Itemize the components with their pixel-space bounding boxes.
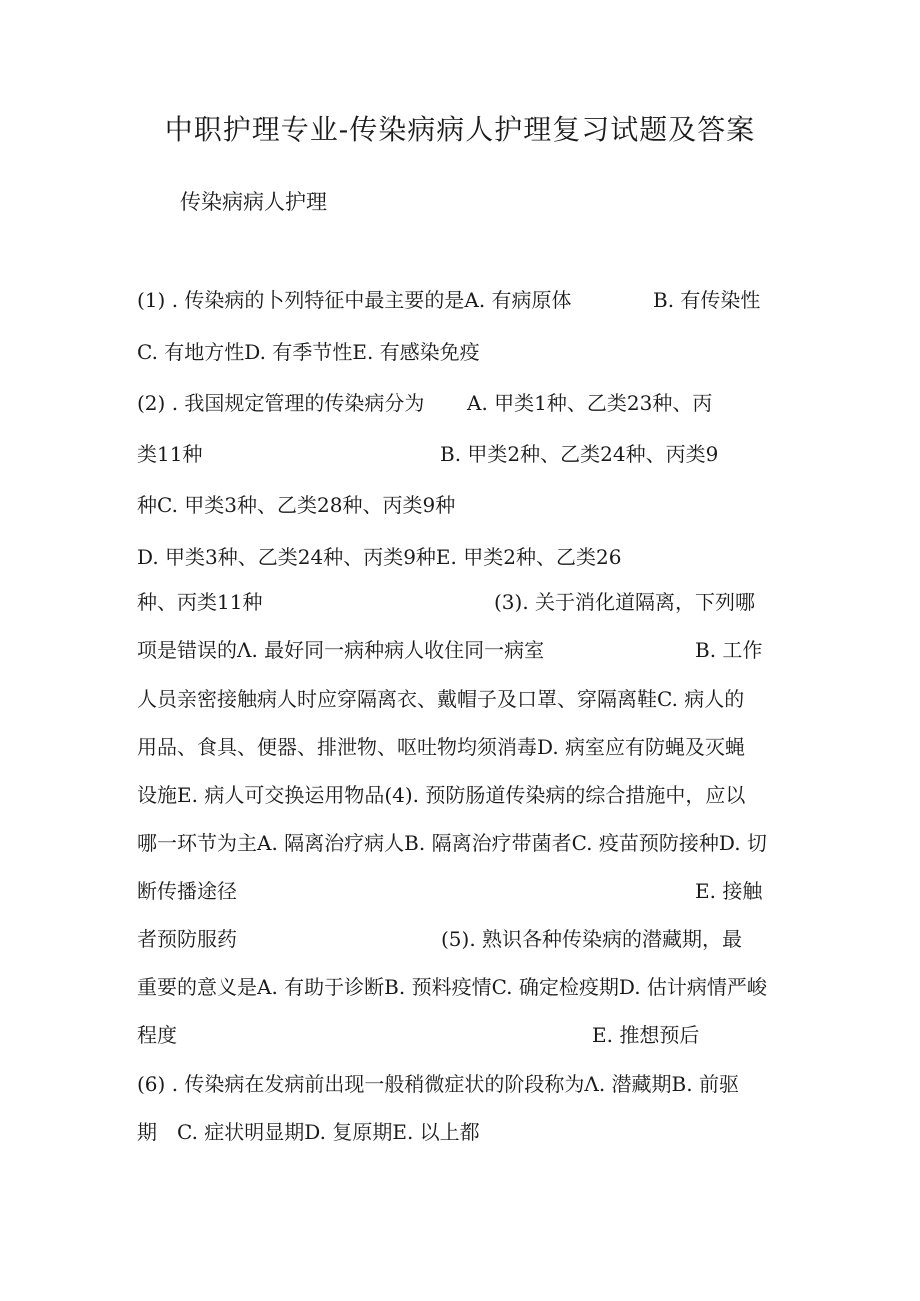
line-segment: B. 有传染性 [653,288,761,312]
text-line [137,969,797,1005]
line-segment: E. 接触 [695,879,763,903]
text-line [137,487,797,523]
line-segment: 类11种 [137,442,203,466]
line-segment: 重要的意义是A. 有助于诊断B. 预料疫情C. 确定检疫期D. 估计病情严峻 [137,975,767,999]
line-segment: C. 有地方性D. 有季节性E. 有感染免疫 [137,340,480,364]
line-segment: 人员亲密接触病人时应穿隔离衣、戴帽子及口罩、穿隔离鞋C. 病人的 [137,687,745,711]
text-line [137,921,797,957]
text-line [137,282,797,318]
line-segment: D. 甲类3种、乙类24种、丙类9种E. 甲类2种、乙类26 [137,545,622,569]
text-line [137,729,797,765]
line-segment: (3). 关于消化道隔离，下列哪 [494,590,756,614]
section-heading: 传染病病人护理 [180,190,327,214]
line-segment: A. 甲类1种、乙类23种、丙 [467,391,713,415]
text-line [137,539,797,575]
text-line [137,1017,797,1053]
text-line [137,385,797,421]
text-line [137,1114,797,1150]
line-segment: B. 工作 [695,638,763,662]
document-title: 中职护理专业-传染病病人护理复习试题及答案 [164,113,756,146]
text-line [137,825,797,861]
line-segment: 断传播途径 [137,879,237,903]
line-segment: 程度 [137,1023,177,1047]
text-line [137,436,797,472]
line-segment: 哪一环节为主A. 隔离治疗病人B. 隔离治疗带菌者C. 疫苗预防接种D. 切 [137,831,767,855]
line-segment: E. 推想预后 [592,1023,700,1047]
text-line [137,334,797,370]
text-line [137,584,797,620]
line-segment: 设施E. 病人可交换运用物品(4). 预防肠道传染病的综合措施中，应以 [137,783,746,807]
text-line [137,1066,797,1102]
line-segment: C. 症状明显期D. 复原期E. 以上都 [177,1120,480,1144]
line-segment: (1) . 传染病的卜列特征中最主要的是A. 有病原体 [137,288,572,312]
text-line [137,681,797,717]
line-segment: (5). 熟识各种传染病的潜藏期，最 [441,927,743,951]
line-segment: B. 甲类2种、乙类24种、丙类9 [440,442,719,466]
line-segment: (2) . 我国规定管理的传染病分为 [137,391,425,415]
text-line [137,777,797,813]
line-segment: 项是错误的Λ. 最好同一病种病人收住同一病室 [137,638,545,662]
line-segment: 期 [137,1120,157,1144]
text-line [137,632,797,668]
line-segment: 者预防服药 [137,927,237,951]
line-segment: 用品、食具、便器、排泄物、呕吐物均须消毒D. 病室应有防蝇及灭蝇 [137,735,746,759]
line-segment: (6) . 传染病在发病前出现一般稍微症状的阶段称为Λ. 潜藏期B. 前驱 [137,1072,739,1096]
line-segment: 种C. 甲类3种、乙类28种、丙类9种 [137,493,456,517]
line-segment: 种、丙类11种 [137,590,263,614]
text-line [137,873,797,909]
